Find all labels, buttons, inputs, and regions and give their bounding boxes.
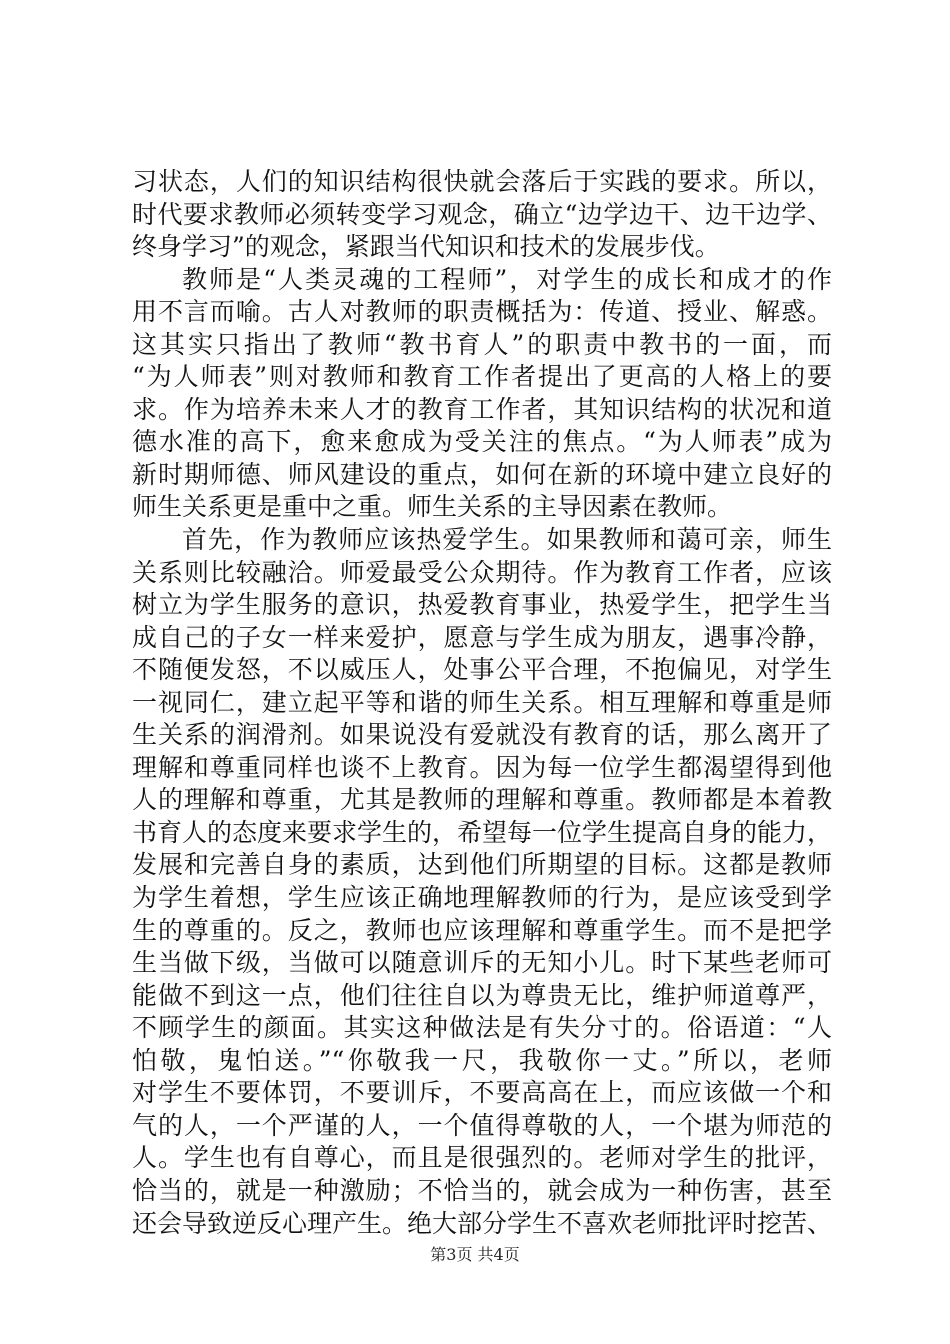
document-body [132,166,832,1240]
text-line: 关系则比较融洽。师爱最受公众期待。作为教育工作者，应该 [132,557,832,587]
text-line: 气的人，一个严谨的人，一个值得尊敬的人，一个堪为师范的 [132,1110,832,1140]
text-line: 师生关系更是重中之重。师生关系的主导因素在教师。 [132,492,733,522]
text-line: 生当做下级，当做可以随意训斥的无知小儿。时下某些老师可 [132,948,832,978]
text-line: 不随便发怒，不以威压人，处事公平合理，不抱偏见，对学生 [132,655,832,685]
text-line: 理解和尊重同样也谈不上教育。因为每一位学生都渴望得到他 [132,752,832,782]
text-line: 生关系的润滑剂。如果说没有爱就没有教育的话，那么离开了 [132,720,832,750]
text-line: 一视同仁，建立起平等和谐的师生关系。相互理解和尊重是师 [132,687,832,717]
text-line: 用不言而喻。古人对教师的职责概括为：传道、授业、解惑。 [132,297,832,327]
text-line: 怕敬，鬼怕送。”“你敬我一尺，我敬你一丈。”所以，老师 [132,1045,832,1075]
text-line: 人的理解和尊重，尤其是教师的理解和尊重。教师都是本着教 [132,785,832,815]
text-line: 不顾学生的颜面。其实这种做法是有失分寸的。俗语道：“人 [132,1013,832,1043]
text-line: 人。学生也有自尊心，而且是很强烈的。老师对学生的批评， [132,1143,832,1173]
text-line: 树立为学生服务的意识，热爱教育事业，热爱学生，把学生当 [132,590,832,620]
text-line: 终身学习”的观念，紧跟当代知识和技术的发展步伐。 [132,232,720,262]
text-line: 教师是“人类灵魂的工程师”，对学生的成长和成才的作 [182,264,832,294]
text-line: 求。作为培养未来人才的教育工作者，其知识结构的状况和道 [132,394,832,424]
text-line: 成自己的子女一样来爱护，愿意与学生成为朋友，遇事冷静， [132,622,832,652]
text-line: 发展和完善自身的素质，达到他们所期望的目标。这都是教师 [132,850,832,880]
text-line: 生的尊重的。反之，教师也应该理解和尊重学生。而不是把学 [132,915,832,945]
text-line: 能做不到这一点，他们往往自以为尊贵无比，维护师道尊严， [132,980,832,1010]
text-line: 为学生着想，学生应该正确地理解教师的行为，是应该受到学 [132,883,832,913]
text-line: 书育人的态度来要求学生的，希望每一位学生提高自身的能力， [132,817,833,847]
text-line: 还会导致逆反心理产生。绝大部分学生不喜欢老师批评时挖苦、 [132,1208,833,1238]
text-line: 恰当的，就是一种激励；不恰当的，就会成为一种伤害，甚至 [132,1175,832,1205]
text-line: 对学生不要体罚，不要训斥，不要高高在上，而应该做一个和 [132,1078,832,1108]
text-line: 时代要求教师必须转变学习观念，确立“边学边干、边干边学、 [132,199,832,229]
text-line: 新时期师德、师风建设的重点，如何在新的环境中建立良好的 [132,459,832,489]
text-line: 习状态，人们的知识结构很快就会落后于实践的要求。所以， [132,167,832,196]
text-line: 德水准的高下，愈来愈成为受关注的焦点。“为人师表”成为 [132,427,832,457]
text-line: 首先，作为教师应该热爱学生。如果教师和蔼可亲，师生 [182,525,832,555]
page-number-footer: 第3页 共4页 [430,1245,520,1264]
text-line: 这其实只指出了教师“教书育人”的职责中教书的一面，而 [132,329,832,359]
text-line: “为人师表”则对教师和教育工作者提出了更高的人格上的要 [132,362,832,392]
